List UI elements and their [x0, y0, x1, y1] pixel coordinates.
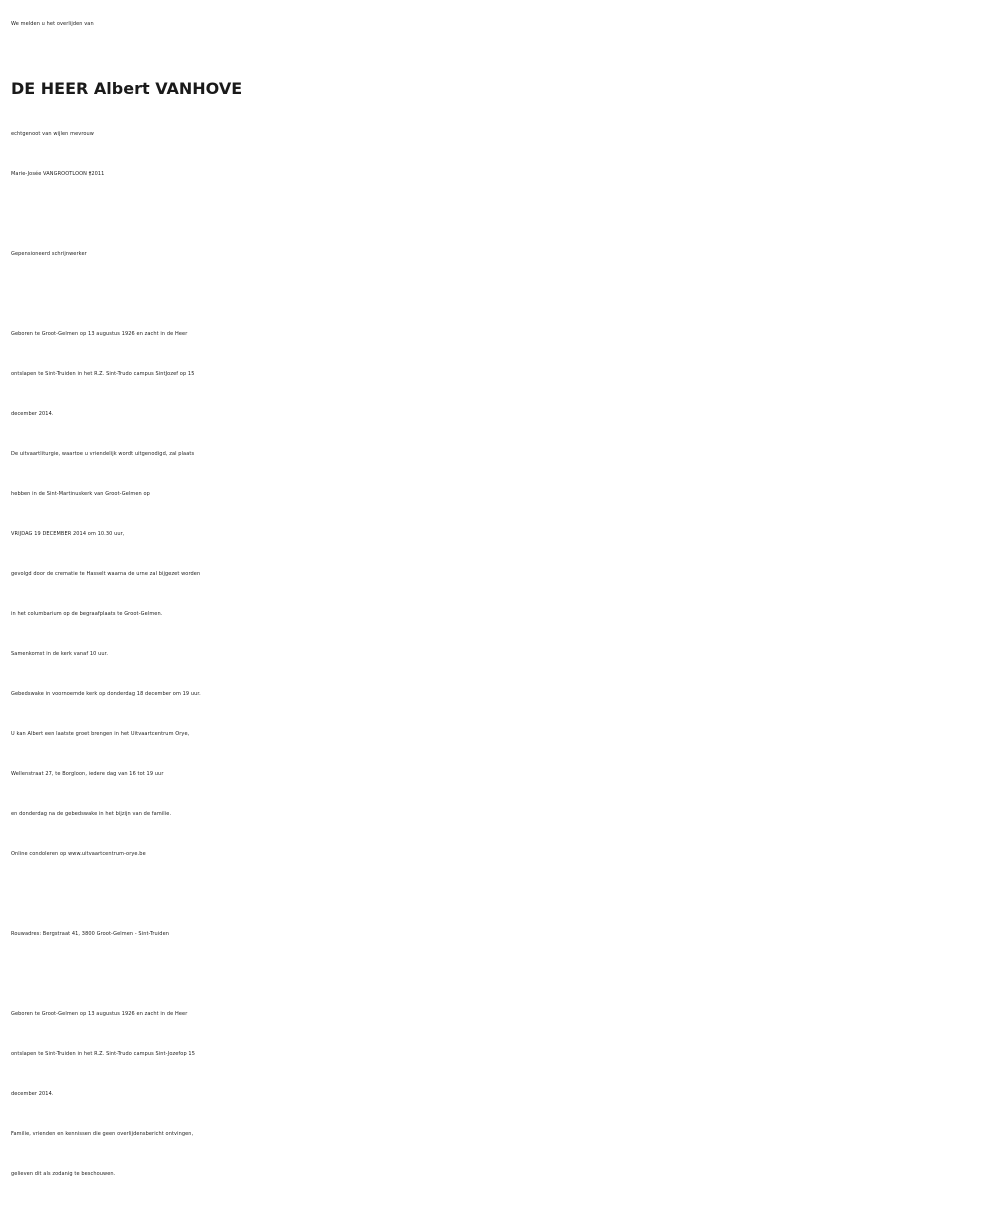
body-line: hebben in de Sint-Martinuskerk van Groot-Gelmen op [11, 491, 150, 497]
spacer [11, 274, 1000, 314]
cross-icon: † [88, 171, 92, 177]
body-line: Online condoleren op www.uitvaartcentrum-orye.be [11, 851, 146, 857]
body-line: december 2014. [11, 411, 54, 417]
body-line: december 2014. [11, 1091, 54, 1097]
spouse-line [11, 154, 1000, 194]
spacer [11, 954, 1000, 994]
body-line: ontslapen te Sint-Truiden in het R.Z. Sint-Trudo campus Sint-Jozefop 15 [11, 1051, 195, 1057]
announcement-body [11, 314, 1000, 874]
body-line: Gebedswake in voornoemde kerk op donderdag 18 december om 19 uur. [11, 691, 201, 697]
closing-body [11, 994, 1000, 1194]
body-line: VRIJDAG 19 DECEMBER 2014 om 10.30 uur, [11, 531, 125, 537]
body-line: gelieven dit als zodanig te beschouwen. [11, 1171, 116, 1177]
body-line: Samenkomst in de kerk vanaf 10 uur. [11, 651, 109, 657]
spouse-death-year: 2011 [91, 171, 105, 177]
spacer [11, 194, 1000, 234]
spouse-relation: echtgenoot van wijlen mevrouw [11, 131, 94, 137]
body-line: ontslapen te Sint-Truiden in het R.Z. Sint-Trudo campus SintJozef op 15 [11, 371, 195, 377]
deceased-name: DE HEER Albert VANHOVE [11, 79, 243, 98]
body-line: Geboren te Groot-Gelmen op 13 augustus 1926 en zacht in de Heer [11, 331, 188, 337]
intro-text: We melden u het overlijden van [11, 21, 94, 27]
body-line: U kan Albert een laatste groet brengen in het Uitvaartcentrum Orye, [11, 731, 190, 737]
occupation: Gepensioneerd schrijnwerker [11, 251, 87, 257]
mourning-address: Rouwadres: Bergstraat 41, 3800 Groot-Gelmen - Sint-Truiden [11, 931, 170, 937]
body-line: De uitvaartliturgie, waartoe u vriendelijk wordt uitgenodigd, zal plaats [11, 451, 195, 457]
spacer [11, 874, 1000, 914]
body-line: en donderdag na de gebedswake in het bijzijn van de familie. [11, 811, 172, 817]
body-line: Geboren te Groot-Gelmen op 13 augustus 1926 en zacht in de Heer [11, 1011, 188, 1017]
body-line: in het columbarium op de begraafplaats te Groot-Gelmen. [11, 611, 163, 617]
spouse-name: Marie-Josée VANGROOTLOON [11, 171, 89, 177]
body-line: Familie, vrienden en kennissen die geen overlijdensbericht ontvingen, [11, 1131, 194, 1137]
body-line: Wellenstraat 27, te Borgloon, iedere dag van 16 tot 19 uur [11, 771, 164, 777]
body-line: gevolgd door de crematie te Hasselt waarna de urne zal bijgezet worden [11, 571, 201, 577]
